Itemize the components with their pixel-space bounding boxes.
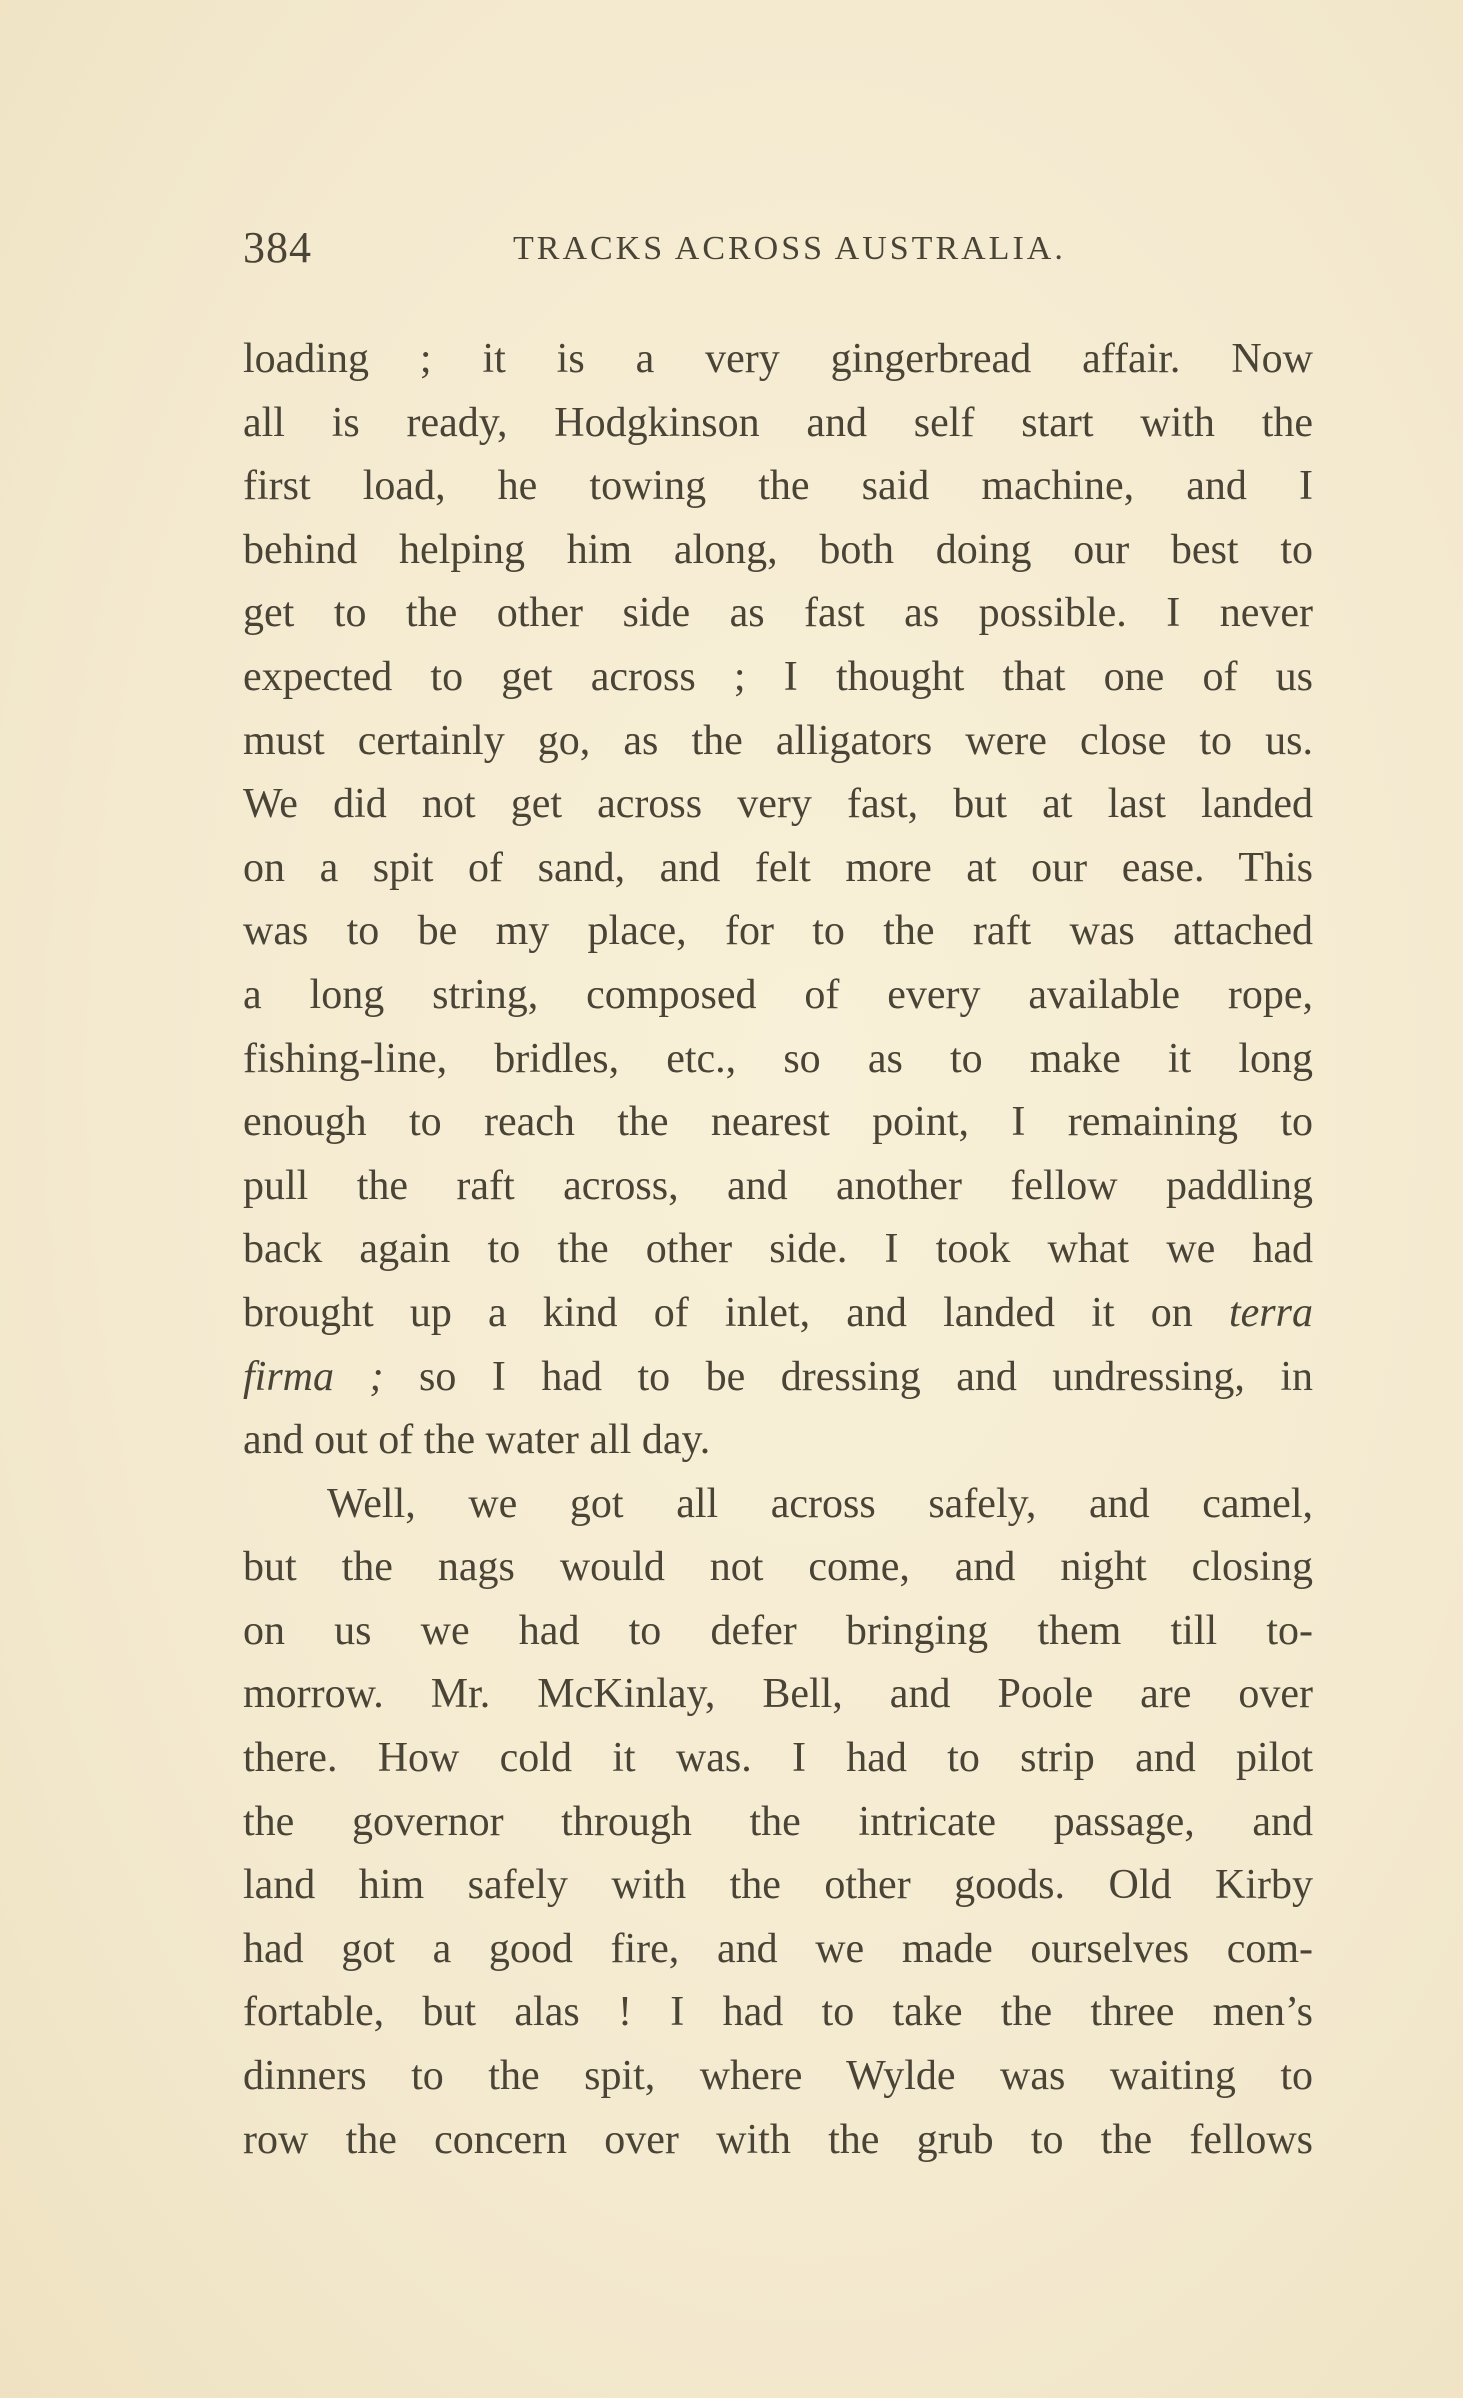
text-line: loading ; it is a very gingerbread affair. Now bbox=[243, 336, 1313, 382]
running-title: TRACKS ACROSS AUSTRALIA. bbox=[513, 230, 1066, 267]
text-line: on us we had to defer bringing them till to- bbox=[243, 1607, 1313, 1654]
text-line: dinners to the spit, where Wylde was waiting to bbox=[243, 2053, 1313, 2100]
page-number: 384 bbox=[243, 223, 312, 272]
italic-text: firma ; bbox=[243, 1353, 384, 1400]
text-line: back again to the other side. I took what we had bbox=[243, 1226, 1313, 1273]
body-text bbox=[243, 328, 1313, 2172]
text-line: fishing-line, bridles, etc., so as to make it long bbox=[243, 1035, 1313, 1082]
italic-text: terra bbox=[1229, 1289, 1313, 1336]
text-line: morrow. Mr. McKinlay, Bell, and Poole are over bbox=[243, 1671, 1313, 1718]
text-line: but the nags would not come, and night closing bbox=[243, 1544, 1313, 1591]
text-line: land him safely with the other goods. Old Kirby bbox=[243, 1862, 1313, 1909]
text-line: fortable, but alas ! I had to take the three men’s bbox=[243, 1989, 1313, 2036]
text-line: on a spit of sand, and felt more at our ease. This bbox=[243, 844, 1313, 891]
text-line: had got a good fire, and we made ourselves com- bbox=[243, 1925, 1313, 1972]
text-line: Well, we got all across safely, and camel, bbox=[327, 1480, 1313, 1527]
text-line: row the concern over with the grub to the fellows bbox=[243, 2116, 1313, 2163]
page-header bbox=[243, 222, 1313, 274]
text-line: pull the raft across, and another fellow paddling bbox=[243, 1162, 1313, 1209]
text-line: expected to get across ; I thought that one of us bbox=[243, 653, 1313, 700]
text-line: a long string, composed of every available rope, bbox=[243, 971, 1313, 1018]
text-line: all is ready, Hodgkinson and self start with the bbox=[243, 399, 1313, 446]
text-segment: brought up a kind of inlet, and landed it on bbox=[243, 1289, 1193, 1336]
text-line: the governor through the intricate passage, and bbox=[243, 1798, 1313, 1845]
text-line: there. How cold it was. I had to strip and pilot bbox=[243, 1735, 1313, 1782]
text-line: must certainly go, as the alligators were close to us. bbox=[243, 717, 1313, 764]
text-line: We did not get across very fast, but at last landed bbox=[243, 781, 1313, 828]
text-line bbox=[243, 1282, 1313, 1346]
text-line bbox=[243, 1346, 1313, 1410]
text-line: enough to reach the nearest point, I remaining to bbox=[243, 1099, 1313, 1146]
text-line: get to the other side as fast as possible. I never bbox=[243, 590, 1313, 637]
text-line: was to be my place, for to the raft was attached bbox=[243, 908, 1313, 955]
text-line: first load, he towing the said machine, and I bbox=[243, 463, 1313, 510]
text-line: behind helping him along, both doing our best to bbox=[243, 526, 1313, 573]
text-line: and out of the water all day. bbox=[243, 1417, 711, 1464]
text-segment: so I had to be dressing and undressing, in bbox=[419, 1353, 1314, 1400]
